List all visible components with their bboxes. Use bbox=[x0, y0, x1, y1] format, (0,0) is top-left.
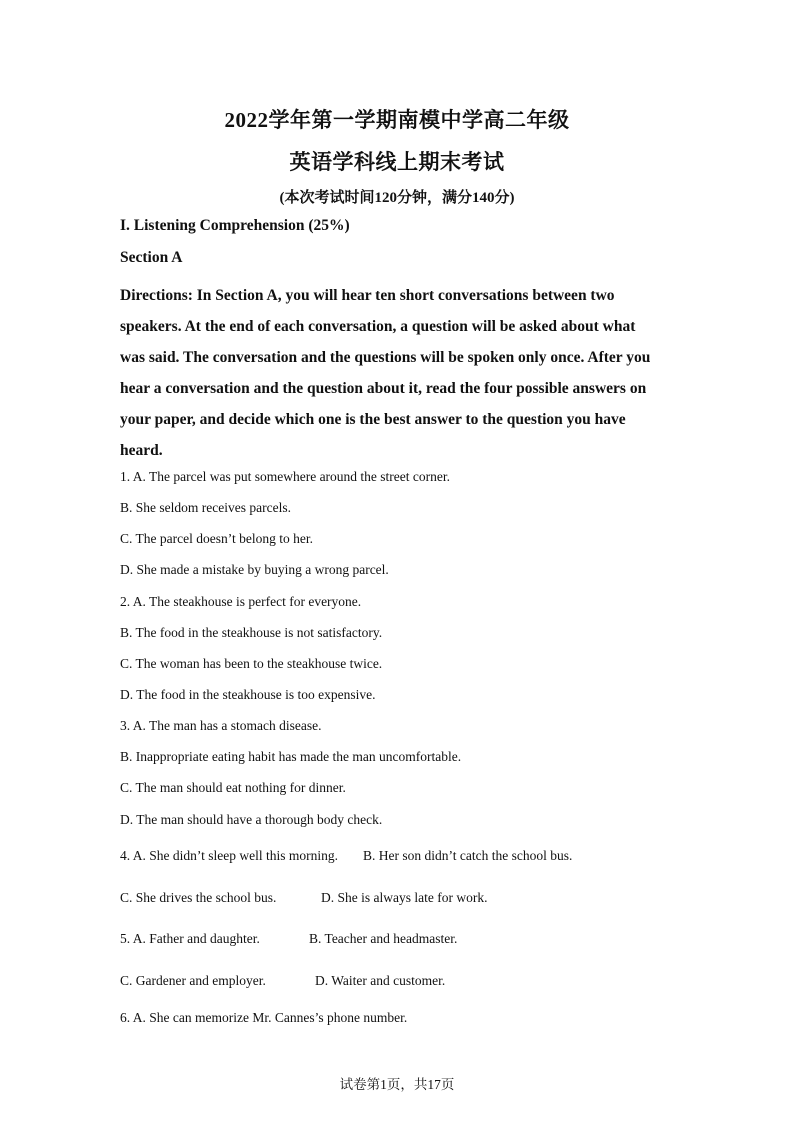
directions-line: hear a conversation and the question about it, read the four possible answers on bbox=[120, 380, 647, 397]
q2-option-a: 2. A. The steakhouse is perfect for everyone. bbox=[120, 594, 362, 609]
q1-option-c: C. The parcel doesn’t belong to her. bbox=[120, 531, 313, 546]
q2-option-b: B. The food in the steakhouse is not satisfactory. bbox=[120, 625, 383, 640]
q5-option-c: C. Gardener and employer. bbox=[120, 973, 266, 988]
q3-option-c: C. The man should eat nothing for dinner. bbox=[120, 780, 346, 795]
q4-option-d: D. She is always late for work. bbox=[321, 890, 488, 905]
exam-subtitle: 英语学科线上期末考试 bbox=[289, 150, 505, 174]
exam-title: 2022学年第一学期南模中学高二年级 bbox=[224, 108, 570, 132]
section-heading: Section A bbox=[120, 249, 183, 266]
q2-option-d: D. The food in the steakhouse is too expensive. bbox=[120, 687, 376, 702]
q3-option-a: 3. A. The man has a stomach disease. bbox=[120, 718, 322, 733]
q1-option-d: D. She made a mistake by buying a wrong parcel. bbox=[120, 562, 389, 577]
q3-option-b: B. Inappropriate eating habit has made the man uncomfortable. bbox=[120, 749, 462, 764]
directions-line: your paper, and decide which one is the best answer to the question you have bbox=[120, 411, 626, 428]
directions-line: heard. bbox=[120, 442, 163, 459]
directions-line: was said. The conversation and the questions will be spoken only once. After you bbox=[120, 349, 651, 366]
q5-options-row2 bbox=[120, 973, 445, 989]
q2-option-c: C. The woman has been to the steakhouse twice. bbox=[120, 656, 383, 671]
q5-option-b: B. Teacher and headmaster. bbox=[309, 931, 458, 946]
q5-options-row1 bbox=[120, 931, 457, 947]
q4-options-row2 bbox=[120, 890, 487, 906]
q1-option-a: 1. A. The parcel was put somewhere around the street corner. bbox=[120, 469, 451, 484]
q4-option-a: 4. A. She didn’t sleep well this morning. bbox=[120, 848, 338, 863]
q4-option-c: C. She drives the school bus. bbox=[120, 890, 277, 905]
q1-option-b: B. She seldom receives parcels. bbox=[120, 500, 291, 515]
directions-line: Directions: In Section A, you will hear ten short conversations between two bbox=[120, 287, 615, 304]
part-heading: I. Listening Comprehension (25%) bbox=[120, 217, 350, 234]
q4-option-b: B. Her son didn’t catch the school bus. bbox=[363, 848, 573, 863]
exam-note: (本次考试时间120分钟，满分140分) bbox=[279, 190, 515, 206]
page-footer: 试卷第1页，共17页 bbox=[339, 1077, 455, 1092]
q5-option-d: D. Waiter and customer. bbox=[315, 973, 446, 988]
directions bbox=[120, 280, 680, 466]
q6-option-a: 6. A. She can memorize Mr. Cannes’s phone number. bbox=[120, 1010, 408, 1025]
q3-option-d: D. The man should have a thorough body check. bbox=[120, 812, 383, 827]
q4-options-row1 bbox=[120, 848, 572, 864]
directions-line: speakers. At the end of each conversation, a question will be asked about what bbox=[120, 318, 636, 335]
q5-option-a: 5. A. Father and daughter. bbox=[120, 931, 260, 946]
